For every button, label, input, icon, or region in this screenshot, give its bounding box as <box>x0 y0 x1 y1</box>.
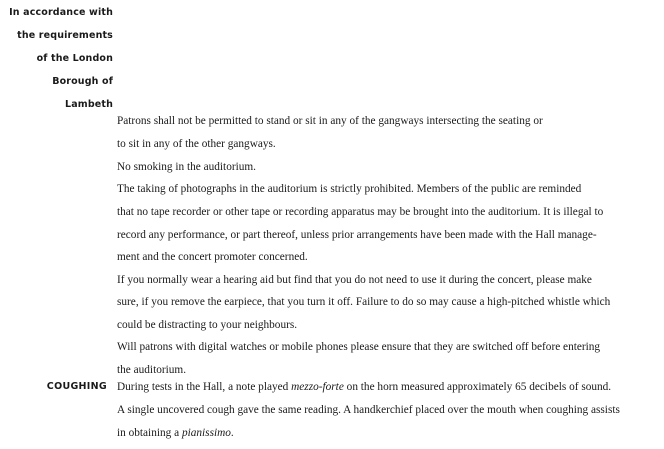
coughing-text: . <box>230 427 234 439</box>
side-heading-line: of the London <box>36 53 113 64</box>
regulation-line: the auditorium. <box>117 364 187 376</box>
coughing-text: During tests in the Hall, a note played <box>117 381 292 393</box>
regulation-line: sure, if you remove the earpiece, that you turn it off. Failure to do so may cause a high-pitched whistle which <box>117 296 611 308</box>
coughing-heading: COUGHING <box>46 381 107 392</box>
coughing-text: on the horn measured approximately 65 decibels of sound. <box>343 381 612 393</box>
side-heading-line: In accordance with <box>9 7 113 18</box>
regulation-line: record any performance, or part thereof, unless prior arrangements have been made with the Hall manage- <box>117 229 597 241</box>
regulation-line: that no tape recorder or other tape or recording apparatus may be brought into the auditorium. It is illegal to <box>117 206 604 218</box>
regulation-line: Patrons shall not be permitted to stand or sit in any of the gangways intersecting the seating or <box>117 115 543 127</box>
side-heading-line: Borough of <box>52 76 113 87</box>
coughing-line: A single uncovered cough gave the same reading. A handkerchief placed over the mouth when coughing assists <box>117 404 620 416</box>
coughing-text: in obtaining a <box>117 427 182 439</box>
regulation-line: Will patrons with digital watches or mobile phones please ensure that they are switched off before entering <box>117 341 601 353</box>
coughing-line <box>117 426 234 440</box>
regulation-line: The taking of photographs in the auditorium is strictly prohibited. Members of the public are reminded <box>117 183 582 195</box>
side-heading-line: the requirements <box>17 30 113 41</box>
coughing-line <box>117 380 611 394</box>
side-heading-line: Lambeth <box>65 99 113 110</box>
regulation-line: No smoking in the auditorium. <box>117 161 257 173</box>
coughing-italic-term: pianissimo <box>181 427 231 439</box>
regulation-line: to sit in any of the other gangways. <box>117 138 276 150</box>
coughing-italic-term: mezzo-forte <box>291 381 344 393</box>
regulation-line: If you normally wear a hearing aid but find that you do not need to use it during the concert, please make <box>117 274 592 286</box>
regulation-line: could be distracting to your neighbours. <box>117 319 298 331</box>
regulation-line: ment and the concert promoter concerned. <box>117 251 308 263</box>
